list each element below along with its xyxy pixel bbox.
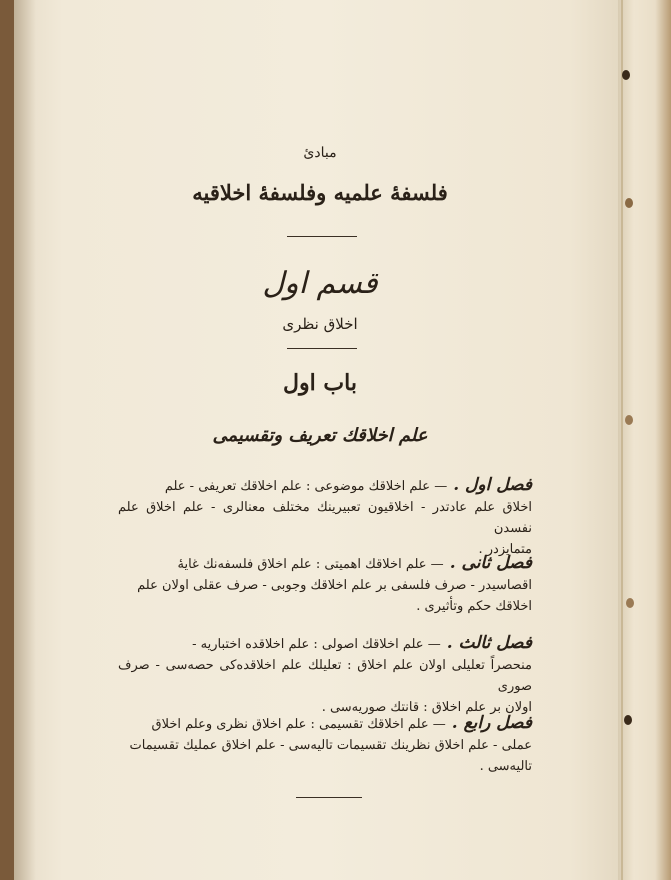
section-line: — علم اخلاقك اصولى : علم اخلاقده اختباريه -	[192, 637, 441, 652]
binding-hole	[622, 70, 630, 80]
binding-hole	[624, 715, 632, 725]
section-1	[118, 475, 532, 560]
divider	[296, 797, 362, 798]
part-subtitle: اخلاق نظرى	[282, 315, 358, 333]
binding-hole	[625, 198, 633, 208]
section-line: — علم اخلاقك موضوعى : علم اخلاقك تعريفى - علم	[164, 479, 448, 494]
section-3	[118, 633, 532, 718]
mabadi-heading: مبادئ	[303, 145, 337, 161]
divider	[287, 236, 357, 237]
page-edge-line	[621, 0, 623, 880]
section-line: متمايزدر .	[478, 542, 532, 557]
chapter-subtitle: علم اخلاقك تعريف وتقسيمى	[212, 425, 428, 446]
section-line: — علم اخلاقك اهميتى : علم اخلاق فلسفه‌نك غايهٔ	[177, 557, 444, 572]
next-page-edge	[618, 0, 671, 880]
section-line: عملى - علم اخلاق نظرينك تقسيمات تاليه‌سى - علم اخلاق عمليك تقسيمات	[129, 738, 532, 753]
binding-hole	[626, 598, 634, 608]
section-line: اقصاسيدر - صرف فلسفى بر علم اخلاقك وجوبى - صرف عقلى اولان علم	[137, 578, 532, 593]
section-line: تاليه‌سى .	[479, 759, 532, 774]
section-2	[118, 553, 532, 617]
section-heading: فصل ثالث .	[446, 633, 532, 653]
chapter-title: باب اول	[283, 370, 357, 396]
section-4	[118, 713, 532, 777]
section-line: اولان بر علم اخلاق : قانتك صوريه‌سى .	[321, 700, 532, 715]
divider	[287, 348, 357, 349]
section-line: اخلاقك حكم وتأثيرى .	[416, 599, 532, 614]
section-line: منحصراً تعليلى اولان علم اخلاق : تعليلك علم اخلاقده‌كى حصه‌سى - صرف صورى	[118, 658, 532, 694]
section-heading: فصل ثانى .	[449, 553, 532, 573]
book-title: فلسفهٔ علميه وفلسفهٔ اخلاقيه	[192, 180, 448, 205]
section-line: — علم اخلاقك تقسيمى : علم اخلاق نظرى وعلم اخلاق	[151, 717, 446, 732]
section-line: اخلاق علم عادتدر - اخلاقيون تعبيرينك مختلف معنالرى - علم اخلاق علم نفسدن	[118, 500, 532, 536]
spine-shadow	[14, 0, 36, 880]
binding-hole	[625, 415, 633, 425]
part-title: قسم اول	[262, 266, 378, 301]
section-heading: فصل اول .	[453, 475, 532, 495]
section-heading: فصل رابع .	[451, 713, 532, 733]
